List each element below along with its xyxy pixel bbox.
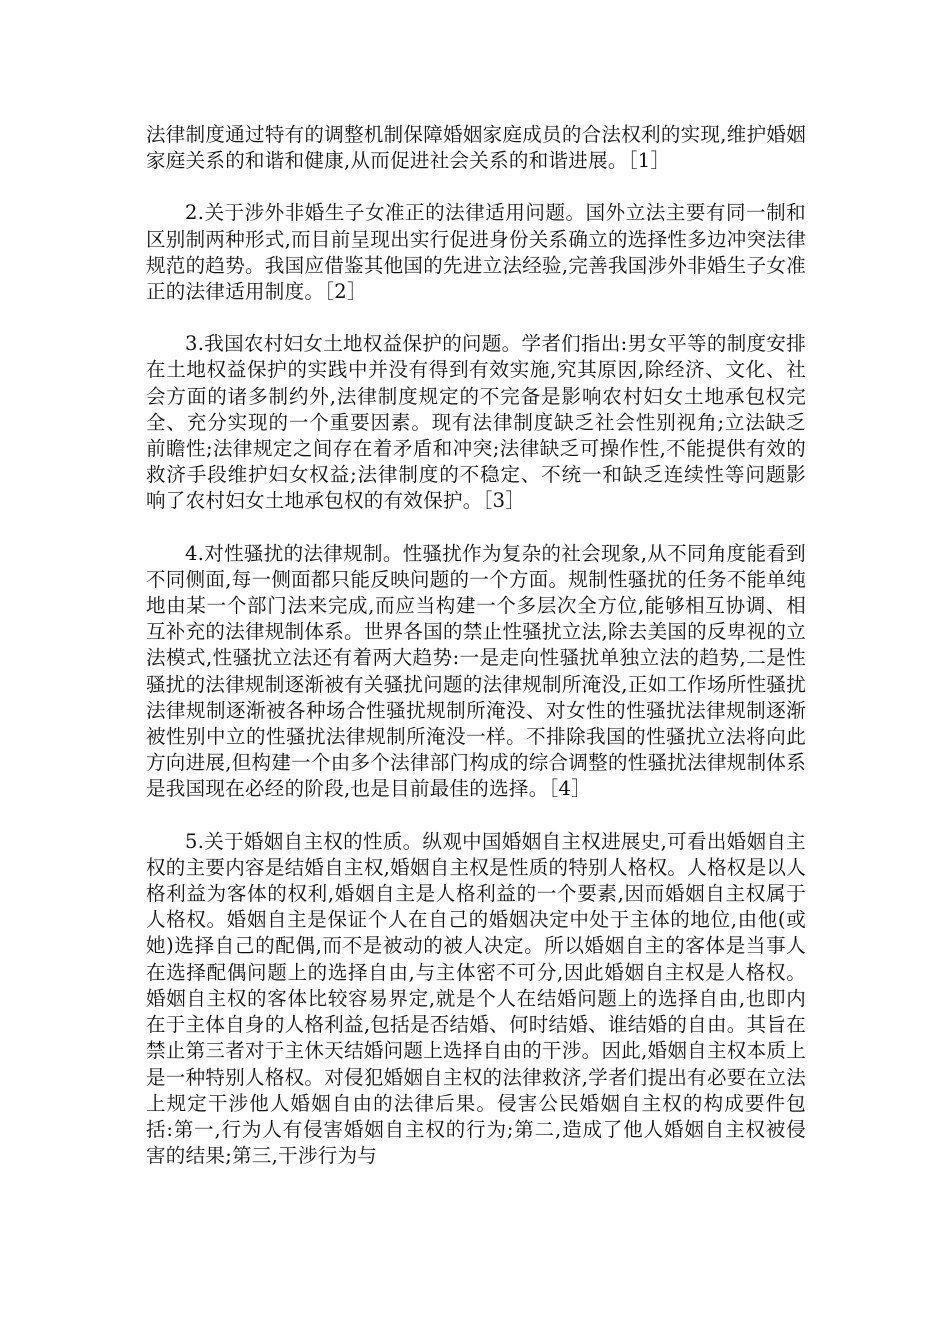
paragraph-3: 3.我国农村妇女土地权益保护的问题。学者们指出:男女平等的制度安排在土地权益保护的实践中并没有得到有效实施,究其原因,除经济、文化、社会方面的诸多制约外,法律制度规定的不完备是影响农村妇女土地承包权完全、充分实现的一个重要因素。现有法律制度缺乏社会性别视角;立法缺乏前瞻性;法律规定之间存在着矛盾和冲突;法律缺乏可操作性,不能提供有效的救济手段维护妇女权益;法律制度的不稳定、不统一和缺乏连续性等问题影响了农村妇女土地承包权的有效保护。［3］ [146,332,806,513]
paragraph-1: 法律制度通过特有的调整机制保障婚姻家庭成员的合法权利的实现,维护婚姻家庭关系的和谐和健康,从而促进社会关系的和谐进展。［1］ [146,123,806,173]
paragraph-2: 2.关于涉外非婚生子女准正的法律适用问题。国外立法主要有同一制和区别制两种形式,而目前呈现出实行促进身份关系确立的选择性多边冲突法律规范的趋势。我国应借鉴其他国的先进立法经验,完善我国涉外非婚生子女准正的法律适用制度。［2］ [146,201,806,304]
paragraph-5: 5.关于婚姻自主权的性质。纵观中国婚姻自主权进展史,可看出婚姻自主权的主要内容是结婚自主权,婚姻自主权是性质的特别人格权。人格权是以人格利益为客体的权利,婚姻自主是人格利益的一个要素,因而婚姻自主权属于人格权。婚姻自主是保证个人在自己的婚姻决定中处于主体的地位,由他(或她)选择自己的配偶,而不是被动的被人决定。所以婚姻自主的客体是当事人在选择配偶问题上的选择自由,与主体密不可分,因此婚姻自主权是人格权。婚姻自主权的客体比较容易界定,就是个人在结婚问题上的选择自由,也即内在于主体自身的人格利益,包括是否结婚、何时结婚、谁结婚的自由。其旨在禁止第三者对于主休天结婚问题上选择自由的干涉。因此,婚姻自主权本质上是一种特别人格权。对侵犯婚姻自主权的法律救济,学者们提出有必要在立法上规定干涉他人婚姻自由的法律后果。侵害公民婚姻自主权的构成要件包括:第一,行为人有侵害婚姻自主权的行为;第二,造成了他人婚姻自主权被侵害的结果;第三,干涉行为与 [146,829,806,1168]
document-page [146,122,806,1195]
paragraph-4: 4.对性骚扰的法律规制。性骚扰作为复杂的社会现象,从不同角度能看到不同侧面,每一侧面都只能反映问题的一个方面。规制性骚扰的任务不能单纯地由某一个部门法来完成,而应当构建一个多层次全方位,能够相互协调、相互补充的法律规制体系。世界各国的禁止性骚扰立法,除去美国的反卑视的立法模式,性骚扰立法还有着两大趋势:一是走向性骚扰单独立法的趋势,二是性骚扰的法律规制逐渐被有关骚扰问题的法律规制所淹没,正如工作场所性骚扰法律规制逐渐被各种场合性骚扰规制所淹没、对女性的性骚扰法律规制逐渐被性别中立的性骚扰法律规制所淹没一样。不排除我国的性骚扰立法将向此方向进展,但构建一个由多个法律部门构成的综合调整的性骚扰法律规制体系是我国现在必经的阶段,也是目前最佳的选择。［4］ [146,541,806,801]
